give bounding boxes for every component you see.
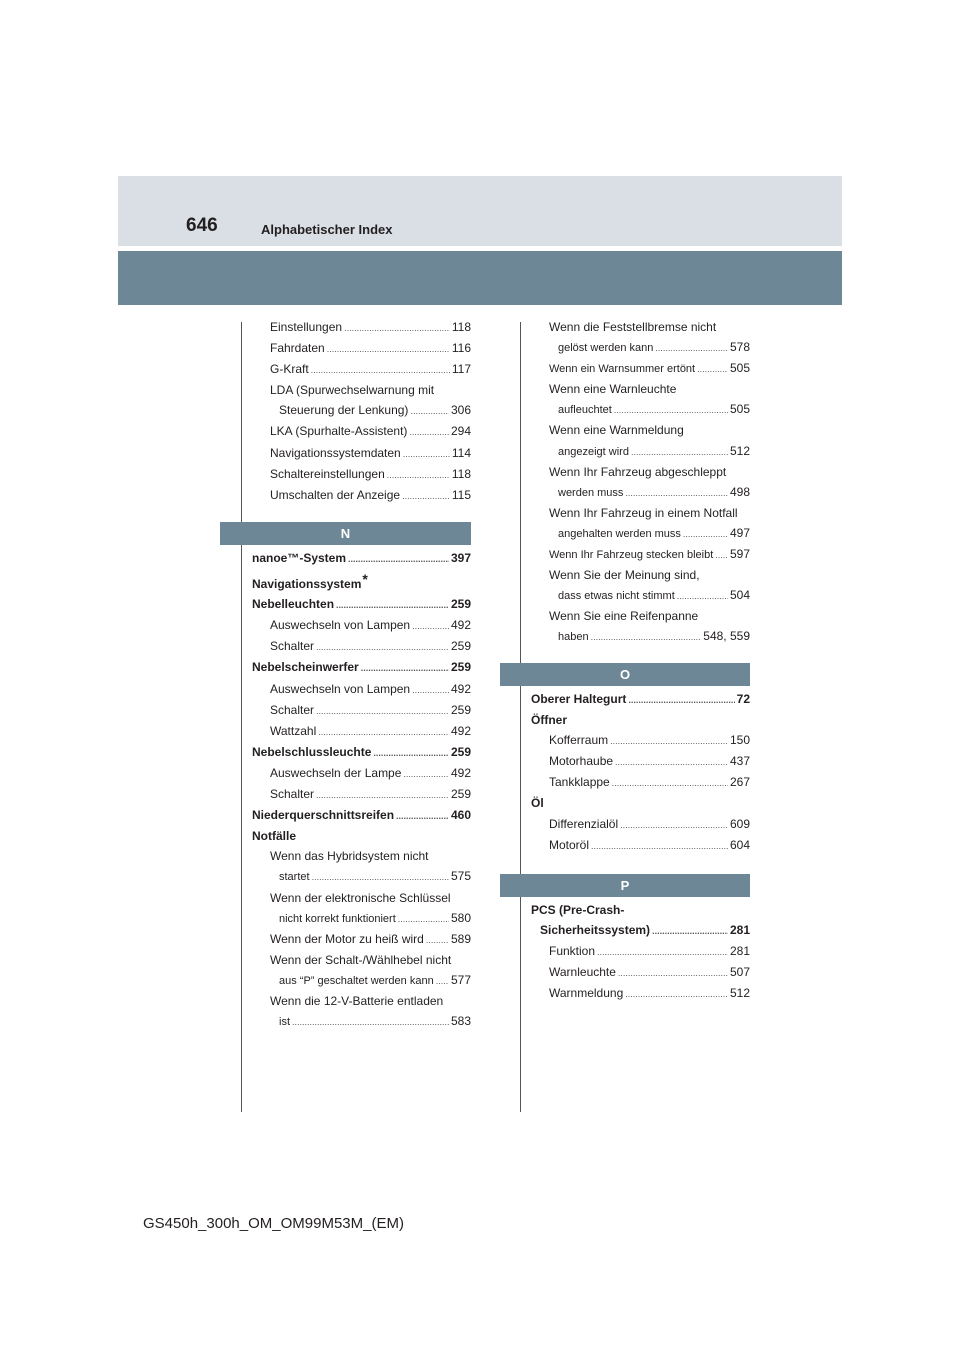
index-entry: Steuerung der Lenkung) ..... 306 bbox=[252, 400, 471, 421]
index-entry: angezeigt wird ..... 512 bbox=[531, 441, 750, 462]
index-entry-line: Wenn der elektronische Schlüssel bbox=[270, 890, 451, 905]
page-title: Alphabetischer Index bbox=[261, 222, 393, 237]
index-entry: Auswechseln von Lampen ..... 492 bbox=[252, 615, 471, 636]
index-entry: Motorhaube ..... 437 bbox=[531, 751, 750, 772]
index-entry: Wattzahl ..... 492 bbox=[252, 721, 471, 742]
index-column-2-top bbox=[531, 317, 750, 648]
index-entry: nicht korrekt funktioniert ..... 580 bbox=[252, 908, 471, 929]
index-entry-line: Wenn das Hybridsystem nicht bbox=[270, 849, 429, 864]
index-entry-line: Wenn eine Warnmeldung bbox=[549, 423, 684, 438]
index-entry: angehalten werden muss ..... 497 bbox=[531, 523, 750, 544]
index-entry: dass etwas nicht stimmt ..... 504 bbox=[531, 585, 750, 606]
index-entry: Schalter ..... 259 bbox=[252, 636, 471, 657]
index-entry: Wenn ein Warnsummer ertönt ..... 505 bbox=[531, 358, 750, 379]
index-entry: Motoröl ..... 604 bbox=[531, 835, 750, 856]
index-entry: Fahrdaten ..... 116 bbox=[252, 338, 471, 359]
index-entry: Tankklappe ..... 267 bbox=[531, 772, 750, 793]
index-column-2-p bbox=[531, 900, 750, 1004]
index-entry: Schalter ..... 259 bbox=[252, 784, 471, 805]
index-entry-line: PCS (Pre-Crash- bbox=[531, 903, 625, 917]
index-entry-line: Wenn der Schalt-/Wählhebel nicht bbox=[270, 952, 452, 967]
index-entry: Wenn der Motor zu heiß wird ..... 589 bbox=[252, 929, 471, 950]
index-entry: Navigationssystemdaten ..... 114 bbox=[252, 443, 471, 464]
section-header-p: P bbox=[500, 874, 750, 897]
index-entry: LKA (Spurhalte-Assistent) ..... 294 bbox=[252, 421, 471, 442]
section-header-n: N bbox=[220, 522, 471, 545]
index-entry: Funktion ..... 281 bbox=[531, 941, 750, 962]
header-bar bbox=[118, 176, 842, 246]
index-entry: Öffner bbox=[531, 713, 567, 728]
index-entry: Einstellungen ..... 118 bbox=[252, 317, 471, 338]
column-rule-right bbox=[520, 322, 521, 1112]
index-entry-line: Wenn Sie eine Reifenpanne bbox=[549, 609, 699, 624]
index-entry: Navigationssystem* bbox=[252, 571, 368, 592]
index-entry-line: LDA (Spurwechselwarnung mit bbox=[270, 383, 435, 398]
index-entry: Warnmeldung ..... 512 bbox=[531, 983, 750, 1004]
index-entry: ist ..... 583 bbox=[252, 1011, 471, 1032]
index-entry: Nebelscheinwerfer ..... 259 bbox=[252, 657, 471, 678]
index-entry-line: Wenn Ihr Fahrzeug in einem Notfall bbox=[549, 505, 738, 520]
index-entry: Schaltereinstellungen ..... 118 bbox=[252, 464, 471, 485]
index-column-1-n bbox=[252, 548, 471, 1032]
index-entry: nanoe™-System ..... 397 bbox=[252, 548, 471, 569]
footer-doc-id: GS450h_300h_OM_OM99M53M_(EM) bbox=[143, 1215, 404, 1232]
index-entry: Differenzialöl ..... 609 bbox=[531, 814, 750, 835]
index-entry: Kofferraum ..... 150 bbox=[531, 730, 750, 751]
index-entry: Oberer Haltegurt ..... 72 bbox=[531, 689, 750, 710]
index-entry: Auswechseln der Lampe ..... 492 bbox=[252, 763, 471, 784]
column-rule-left bbox=[241, 322, 242, 1112]
index-column-1-top bbox=[252, 317, 471, 506]
index-entry-line: Wenn die 12-V-Batterie entladen bbox=[270, 993, 444, 1008]
index-entry: Nebelschlussleuchte ..... 259 bbox=[252, 742, 471, 763]
index-entry: Öl bbox=[531, 796, 544, 811]
index-entry-line: Wenn die Feststellbremse nicht bbox=[549, 320, 717, 334]
index-entry-line: Wenn Sie der Meinung sind, bbox=[549, 568, 700, 583]
index-entry: gelöst werden kann ..... 578 bbox=[531, 337, 750, 358]
index-entry: Umschalten der Anzeige ..... 115 bbox=[252, 485, 471, 506]
index-entry: haben ..... 548, 559 bbox=[531, 626, 750, 647]
index-column-2-o bbox=[531, 689, 750, 856]
index-entry-line: Wenn eine Warnleuchte bbox=[549, 382, 677, 397]
index-entry: Wenn Ihr Fahrzeug stecken bleibt ..... 597 bbox=[531, 544, 750, 565]
page-number: 646 bbox=[186, 215, 218, 236]
index-entry-line: Wenn Ihr Fahrzeug abgeschleppt bbox=[549, 464, 727, 479]
footnote-mark: * bbox=[362, 571, 368, 588]
index-entry: Schalter ..... 259 bbox=[252, 700, 471, 721]
index-entry: Auswechseln von Lampen ..... 492 bbox=[252, 679, 471, 700]
index-entry: Niederquerschnittsreifen ..... 460 bbox=[252, 805, 471, 826]
index-entry: Nebelleuchten ..... 259 bbox=[252, 594, 471, 615]
index-entry: Notfälle bbox=[252, 829, 297, 844]
index-entry: aufleuchtet ..... 505 bbox=[531, 399, 750, 420]
index-entry: G-Kraft ..... 117 bbox=[252, 359, 471, 380]
index-entry: Sicherheitssystem) ..... 281 bbox=[531, 920, 750, 941]
index-entry: Warnleuchte ..... 507 bbox=[531, 962, 750, 983]
section-header-o: O bbox=[500, 663, 750, 686]
header-band bbox=[118, 251, 842, 305]
index-entry: werden muss ..... 498 bbox=[531, 482, 750, 503]
index-entry: aus “P” geschaltet werden kann ..... 577 bbox=[252, 970, 471, 991]
index-entry: startet ..... 575 bbox=[252, 866, 471, 887]
